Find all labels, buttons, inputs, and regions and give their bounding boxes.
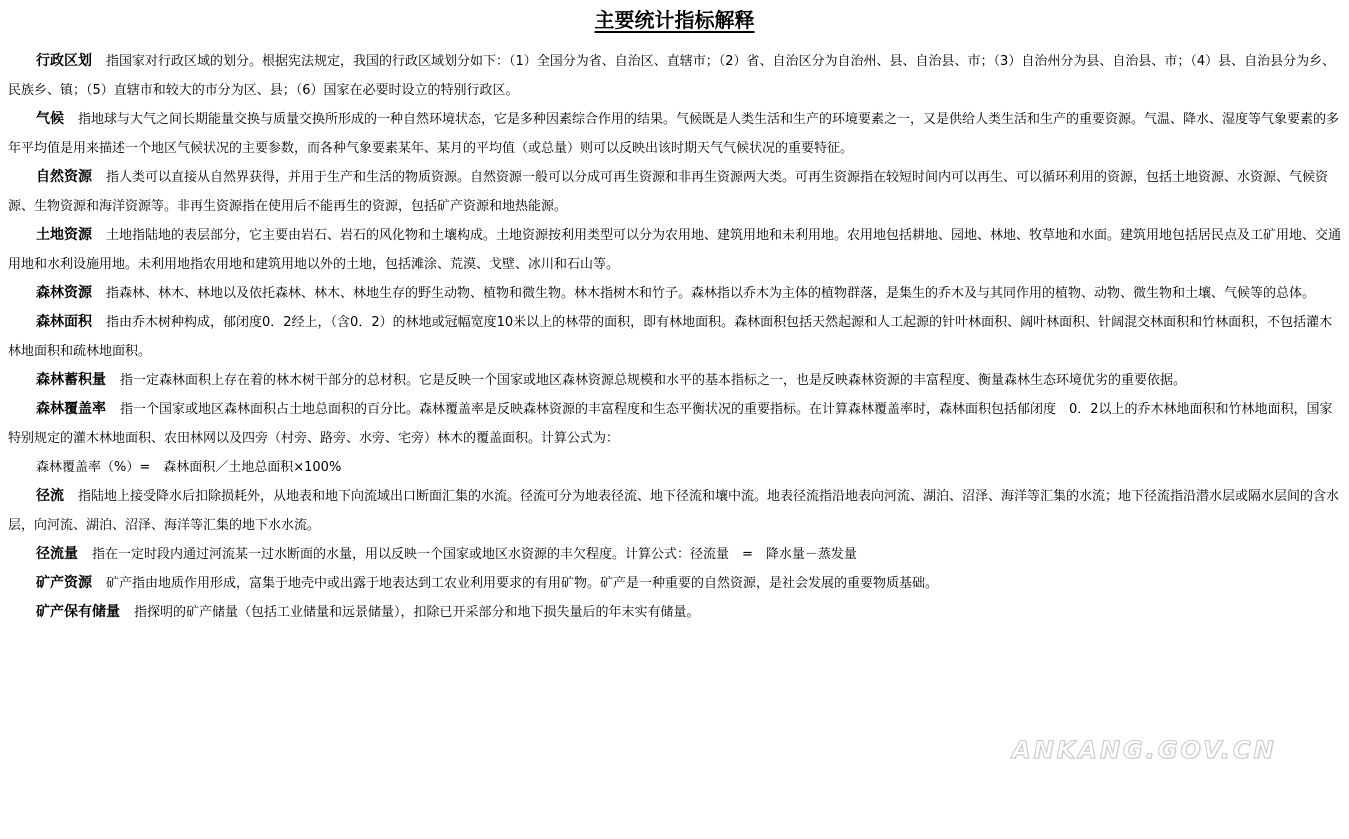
definition-text: 指探明的矿产储量（包括工业储量和远景储量），扣除已开采部分和地下损失量后的年末实有储量。 (134, 605, 700, 620)
definition-term: 森林覆盖率 (36, 401, 106, 417)
definition-item (8, 366, 1341, 395)
definition-term: 自然资源 (36, 169, 92, 185)
definition-term: 土地资源 (36, 227, 92, 243)
definition-term: 矿产资源 (36, 575, 92, 591)
definition-term: 行政区划 (36, 53, 92, 69)
definition-term: 径流量 (36, 546, 78, 562)
definition-item (8, 163, 1341, 221)
definition-term: 径流 (36, 488, 64, 504)
definition-text: 指人类可以直接从自然界获得，并用于生产和生活的物质资源。自然资源一般可以分成可再生资源和非再生资源两大类。可再生资源指在较短时间内可以再生、可以循环利用的资源，包括土地资源、水资源、气候资源、生物资源和海洋资源等。非再生资源指在使用后不能再生的资源，包括矿产资源和地热能源。 (8, 170, 1329, 214)
definition-term: 矿产保有储量 (36, 604, 120, 620)
definition-item (8, 540, 1341, 569)
definition-text: 矿产指由地质作用形成，富集于地壳中或出露于地表达到工农业利用要求的有用矿物。矿产是一种重要的自然资源，是社会发展的重要物质基础。 (106, 576, 939, 591)
definition-item (8, 598, 1341, 627)
definition-text: 指在一定时段内通过河流某一过水断面的水量，用以反映一个国家或地区水资源的丰欠程度。计算公式：径流量 = 降水量－蒸发量 (92, 547, 857, 562)
definition-term: 森林资源 (36, 285, 92, 301)
definition-text: 指由乔木树种构成，郁闭度0．2经上，（含0．2）的林地或冠幅宽度10米以上的林带的面积，即有林地面积。森林面积包括天然起源和人工起源的针叶林面积、阔叶林面积、针阔混交林面积和竹林面积，不包括灌木林地面积和疏林地面积。 (8, 315, 1333, 359)
formula-line (8, 453, 1341, 482)
definition-item (8, 308, 1341, 366)
definitions-list (8, 47, 1341, 627)
definition-text: 指森林、林木、林地以及依托森林、林木、林地生存的野生动物、植物和微生物。林木指树木和竹子。森林指以乔木为主体的植物群落，是集生的乔木及与其同作用的植物、动物、微生物和土壤、气候等的总体。 (106, 286, 1316, 301)
definition-item (8, 395, 1341, 453)
definition-item (8, 279, 1341, 308)
definition-text: 指地球与大气之间长期能量交换与质量交换所形成的一种自然环境状态，它是多种因素综合作用的结果。气候既是人类生活和生产的环境要素之一，又是供给人类生活和生产的重要资源。气温、降水、湿度等气象要素的多年平均值是用来描述一个地区气候状况的主要参数，而各种气象要素某年、某月的平均值（或总量）则可以反映出该时期天气气候状况的重要特征。 (8, 112, 1340, 156)
definition-text: 指国家对行政区域的划分。根据宪法规定，我国的行政区域划分如下：（1）全国分为省、自治区、直辖市；（2）省、自治区分为自治州、县、自治县、市；（3）自治州分为县、自治县、市；（4）县、自治县分为乡、民族乡、镇；（5）直辖市和较大的市分为区、县；（6）国家在必要时设立的特别行政区。 (8, 54, 1336, 98)
page-title-text: 主要统计指标解释 (594, 8, 755, 32)
definition-text: 指一个国家或地区森林面积占土地总面积的百分比。森林覆盖率是反映森林资源的丰富程度和生态平衡状况的重要指标。在计算森林覆盖率时，森林面积包括郁闭度 0．2以上的乔木林地面积和竹林地面积，国家特别规定的灌木林地面积、农田林网以及四旁（村旁、路旁、水旁、宅旁）林木的覆盖面积。计算公式为： (8, 402, 1333, 446)
definition-term: 气候 (36, 111, 64, 127)
definition-item (8, 47, 1341, 105)
definition-text: 指一定森林面积上存在着的林木树干部分的总材积。它是反映一个国家或地区森林资源总规模和水平的基本指标之一，也是反映森林资源的丰富程度、衡量森林生态环境优劣的重要依据。 (120, 373, 1187, 388)
definition-item (8, 569, 1341, 598)
formula-text: 森林覆盖率（%）= 森林面积／土地总面积×100% (36, 460, 342, 475)
site-watermark: ANKANG.GOV.CN (1012, 736, 1277, 764)
definition-term: 森林面积 (36, 314, 92, 330)
definition-text: 土地指陆地的表层部分，它主要由岩石、岩石的风化物和土壤构成。土地资源按利用类型可以分为农用地、建筑用地和未利用地。农用地包括耕地、园地、林地、牧草地和水面。建筑用地包括居民点及工矿用地、交通用地和水利设施用地。未利用地指农用地和建筑用地以外的土地，包括滩涂、荒漠、戈壁、冰川和石山等。 (8, 228, 1342, 272)
definition-item (8, 221, 1341, 279)
definition-item (8, 105, 1341, 163)
definition-item (8, 482, 1341, 540)
definition-term: 森林蓄积量 (36, 372, 106, 388)
page-title (0, 6, 1349, 34)
definition-text: 指陆地上接受降水后扣除损耗外，从地表和地下向流域出口断面汇集的水流。径流可分为地表径流、地下径流和壤中流。地表径流指沿地表向河流、湖泊、沼泽、海洋等汇集的水流；地下径流指沿潜水层或隔水层间的含水层，向河流、湖泊、沼泽、海洋等汇集的地下水水流。 (8, 489, 1340, 533)
